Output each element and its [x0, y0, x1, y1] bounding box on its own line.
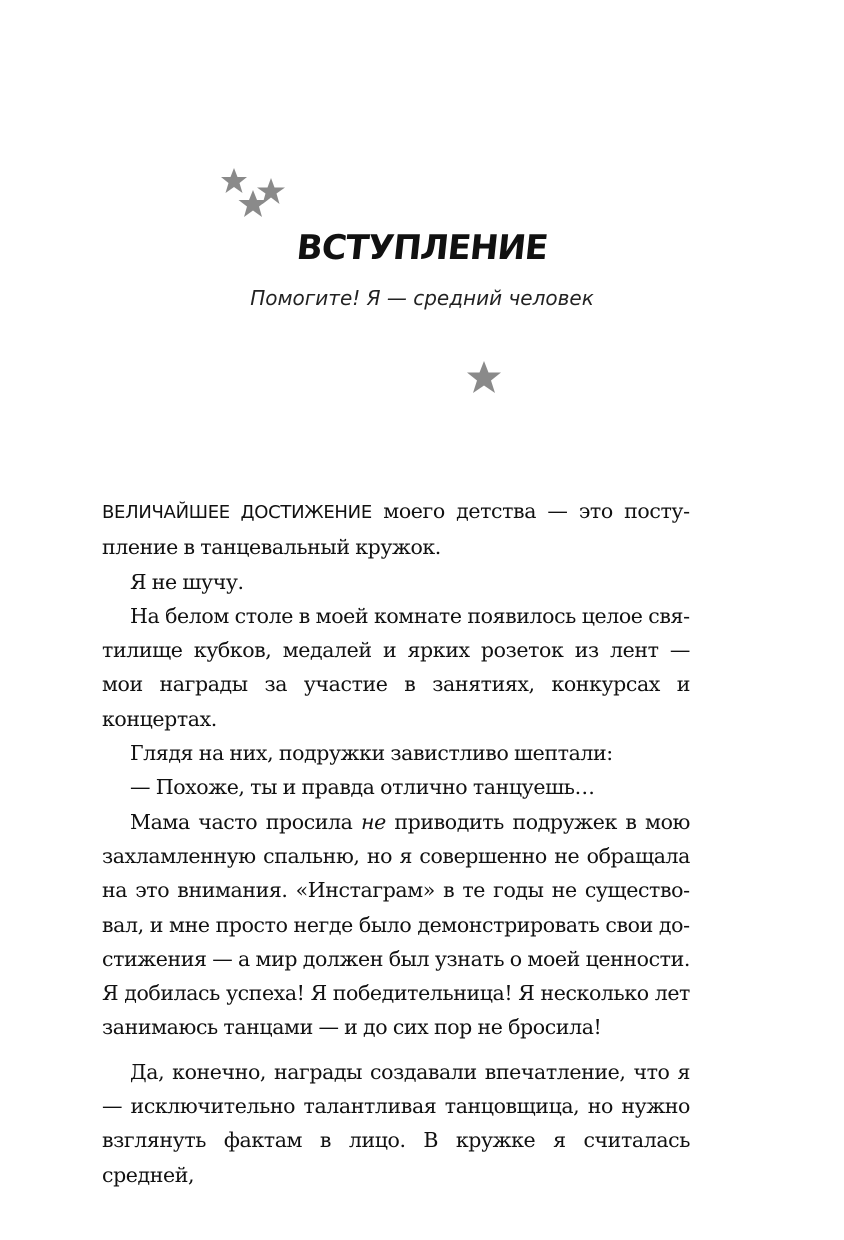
emphasis: не [361, 809, 386, 834]
body-text [102, 494, 690, 1192]
paragraph: На белом столе в моей комнате появилось целое святилище кубков, медалей и ярких розеток из лент — мои награды за участие в занятиях, конкурсах и концертах. [102, 603, 690, 731]
paragraph [102, 805, 690, 1045]
paragraph: Я не шучу. [130, 569, 244, 594]
star-icon [466, 360, 502, 396]
paragraph: Глядя на них, подружки завистливо шептали: [130, 741, 613, 766]
paragraph: Да, конечно, награды создавали впечатление, что я — исключительно талантливая танцовщица, но нужно взглянуть фактам в лицо. В кружке я считалась средней, [102, 1059, 690, 1187]
paragraph: — Похоже, ты и правда отлично танцуешь… [130, 775, 595, 800]
lead-in: ВЕЛИЧАЙШЕЕ ДОСТИЖЕНИЕ [102, 502, 372, 523]
paragraph-text: Мама часто просила [130, 809, 362, 834]
paragraph-text: моего детства — это поступление в танцевальный кружок. [102, 499, 690, 560]
chapter-subtitle: Помогите! Я — средний человек [250, 286, 594, 310]
three-stars-icon [220, 168, 292, 224]
paragraph [102, 494, 690, 565]
chapter-title: ВСТУПЛЕНИЕ [294, 228, 550, 268]
paragraph-text: приводить подружек в мою захламленную спальню, но я совершенно не обращала на это внимания. «Инстаграм» в те годы не существовал, и мне просто негде было демонстрировать свои достижения — а мир должен был узнать о моей ценности. Я добилась успеха! Я победительница! Я несколько лет занимаюсь танцами — и до сих пор не бросила! [102, 809, 690, 1040]
